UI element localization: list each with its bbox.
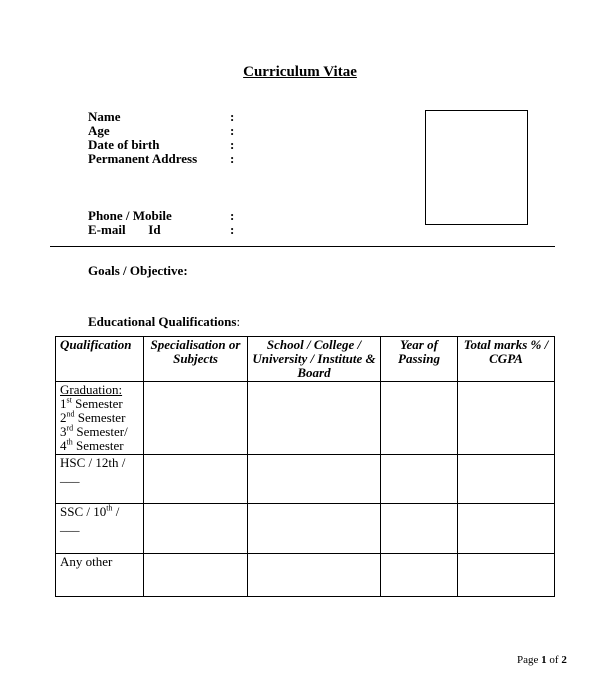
table-cell: [144, 504, 248, 554]
dob-label: Date of birth: [88, 137, 160, 152]
table-cell: [458, 554, 555, 597]
table-cell: [144, 455, 248, 504]
graduation-label: Graduation:: [60, 382, 123, 397]
table-cell: [458, 382, 555, 455]
header-qualification: Qualification: [56, 337, 144, 382]
phone-colon: :: [230, 208, 235, 223]
age-colon: :: [230, 123, 235, 138]
photo-box: [425, 110, 528, 225]
page-number: Page 1 of 2: [517, 654, 567, 666]
table-cell: [381, 382, 458, 455]
education-heading-text: Educational Qualifications: [88, 314, 237, 329]
table-cell: [248, 455, 381, 504]
phone-label: Phone / Mobile: [88, 208, 172, 223]
address-label: Permanent Address: [88, 151, 198, 166]
table-row: [56, 382, 555, 455]
header-marks: Total marks % / CGPA: [458, 337, 555, 382]
name-label: Name: [88, 109, 121, 124]
table-cell: [458, 504, 555, 554]
header-specialisation: Specialisation or Subjects: [144, 337, 248, 382]
dob-colon: :: [230, 137, 235, 152]
ssc-cell: [56, 504, 144, 554]
goals-heading: Goals / Objective:: [88, 263, 188, 278]
divider-line: [50, 246, 555, 247]
table-cell: [144, 382, 248, 455]
table-cell: [458, 455, 555, 504]
table-cell: [248, 554, 381, 597]
table-cell: [144, 554, 248, 597]
email-colon: :: [230, 222, 235, 237]
table-cell: [248, 382, 381, 455]
semester-4: 4th Semester: [60, 437, 124, 453]
semester-1: 1st Semester: [60, 395, 123, 411]
table-cell: [248, 504, 381, 554]
hsc-label: HSC / 12th /: [60, 455, 126, 470]
table-row: [56, 504, 555, 554]
hsc-cell: [56, 455, 144, 504]
table-row: [56, 554, 555, 597]
semester-2: 2nd Semester: [60, 409, 126, 425]
ssc-label: SSC / 10th /: [60, 503, 120, 519]
header-year: Year of Passing: [381, 337, 458, 382]
education-table: [55, 336, 555, 597]
table-cell: [381, 455, 458, 504]
age-label: Age: [88, 123, 110, 138]
ssc-blank: ___: [60, 518, 80, 533]
education-heading-colon: :: [236, 314, 241, 329]
hsc-blank: ___: [60, 469, 80, 484]
table-cell: [381, 554, 458, 597]
page-title: Curriculum Vitae: [243, 64, 357, 80]
table-row: [56, 455, 555, 504]
table-cell: [381, 504, 458, 554]
semester-3: 3rd Semester/: [60, 423, 128, 439]
graduation-cell: [56, 382, 144, 455]
header-institution: School / College / University / Institute & Board: [248, 337, 381, 382]
address-colon: :: [230, 151, 235, 166]
name-colon: :: [230, 109, 235, 124]
other-cell: [56, 554, 144, 597]
education-heading: [88, 314, 240, 330]
other-label: Any other: [60, 554, 113, 569]
table-header-row: [56, 337, 555, 382]
email-label: E-mail Id: [88, 222, 161, 237]
